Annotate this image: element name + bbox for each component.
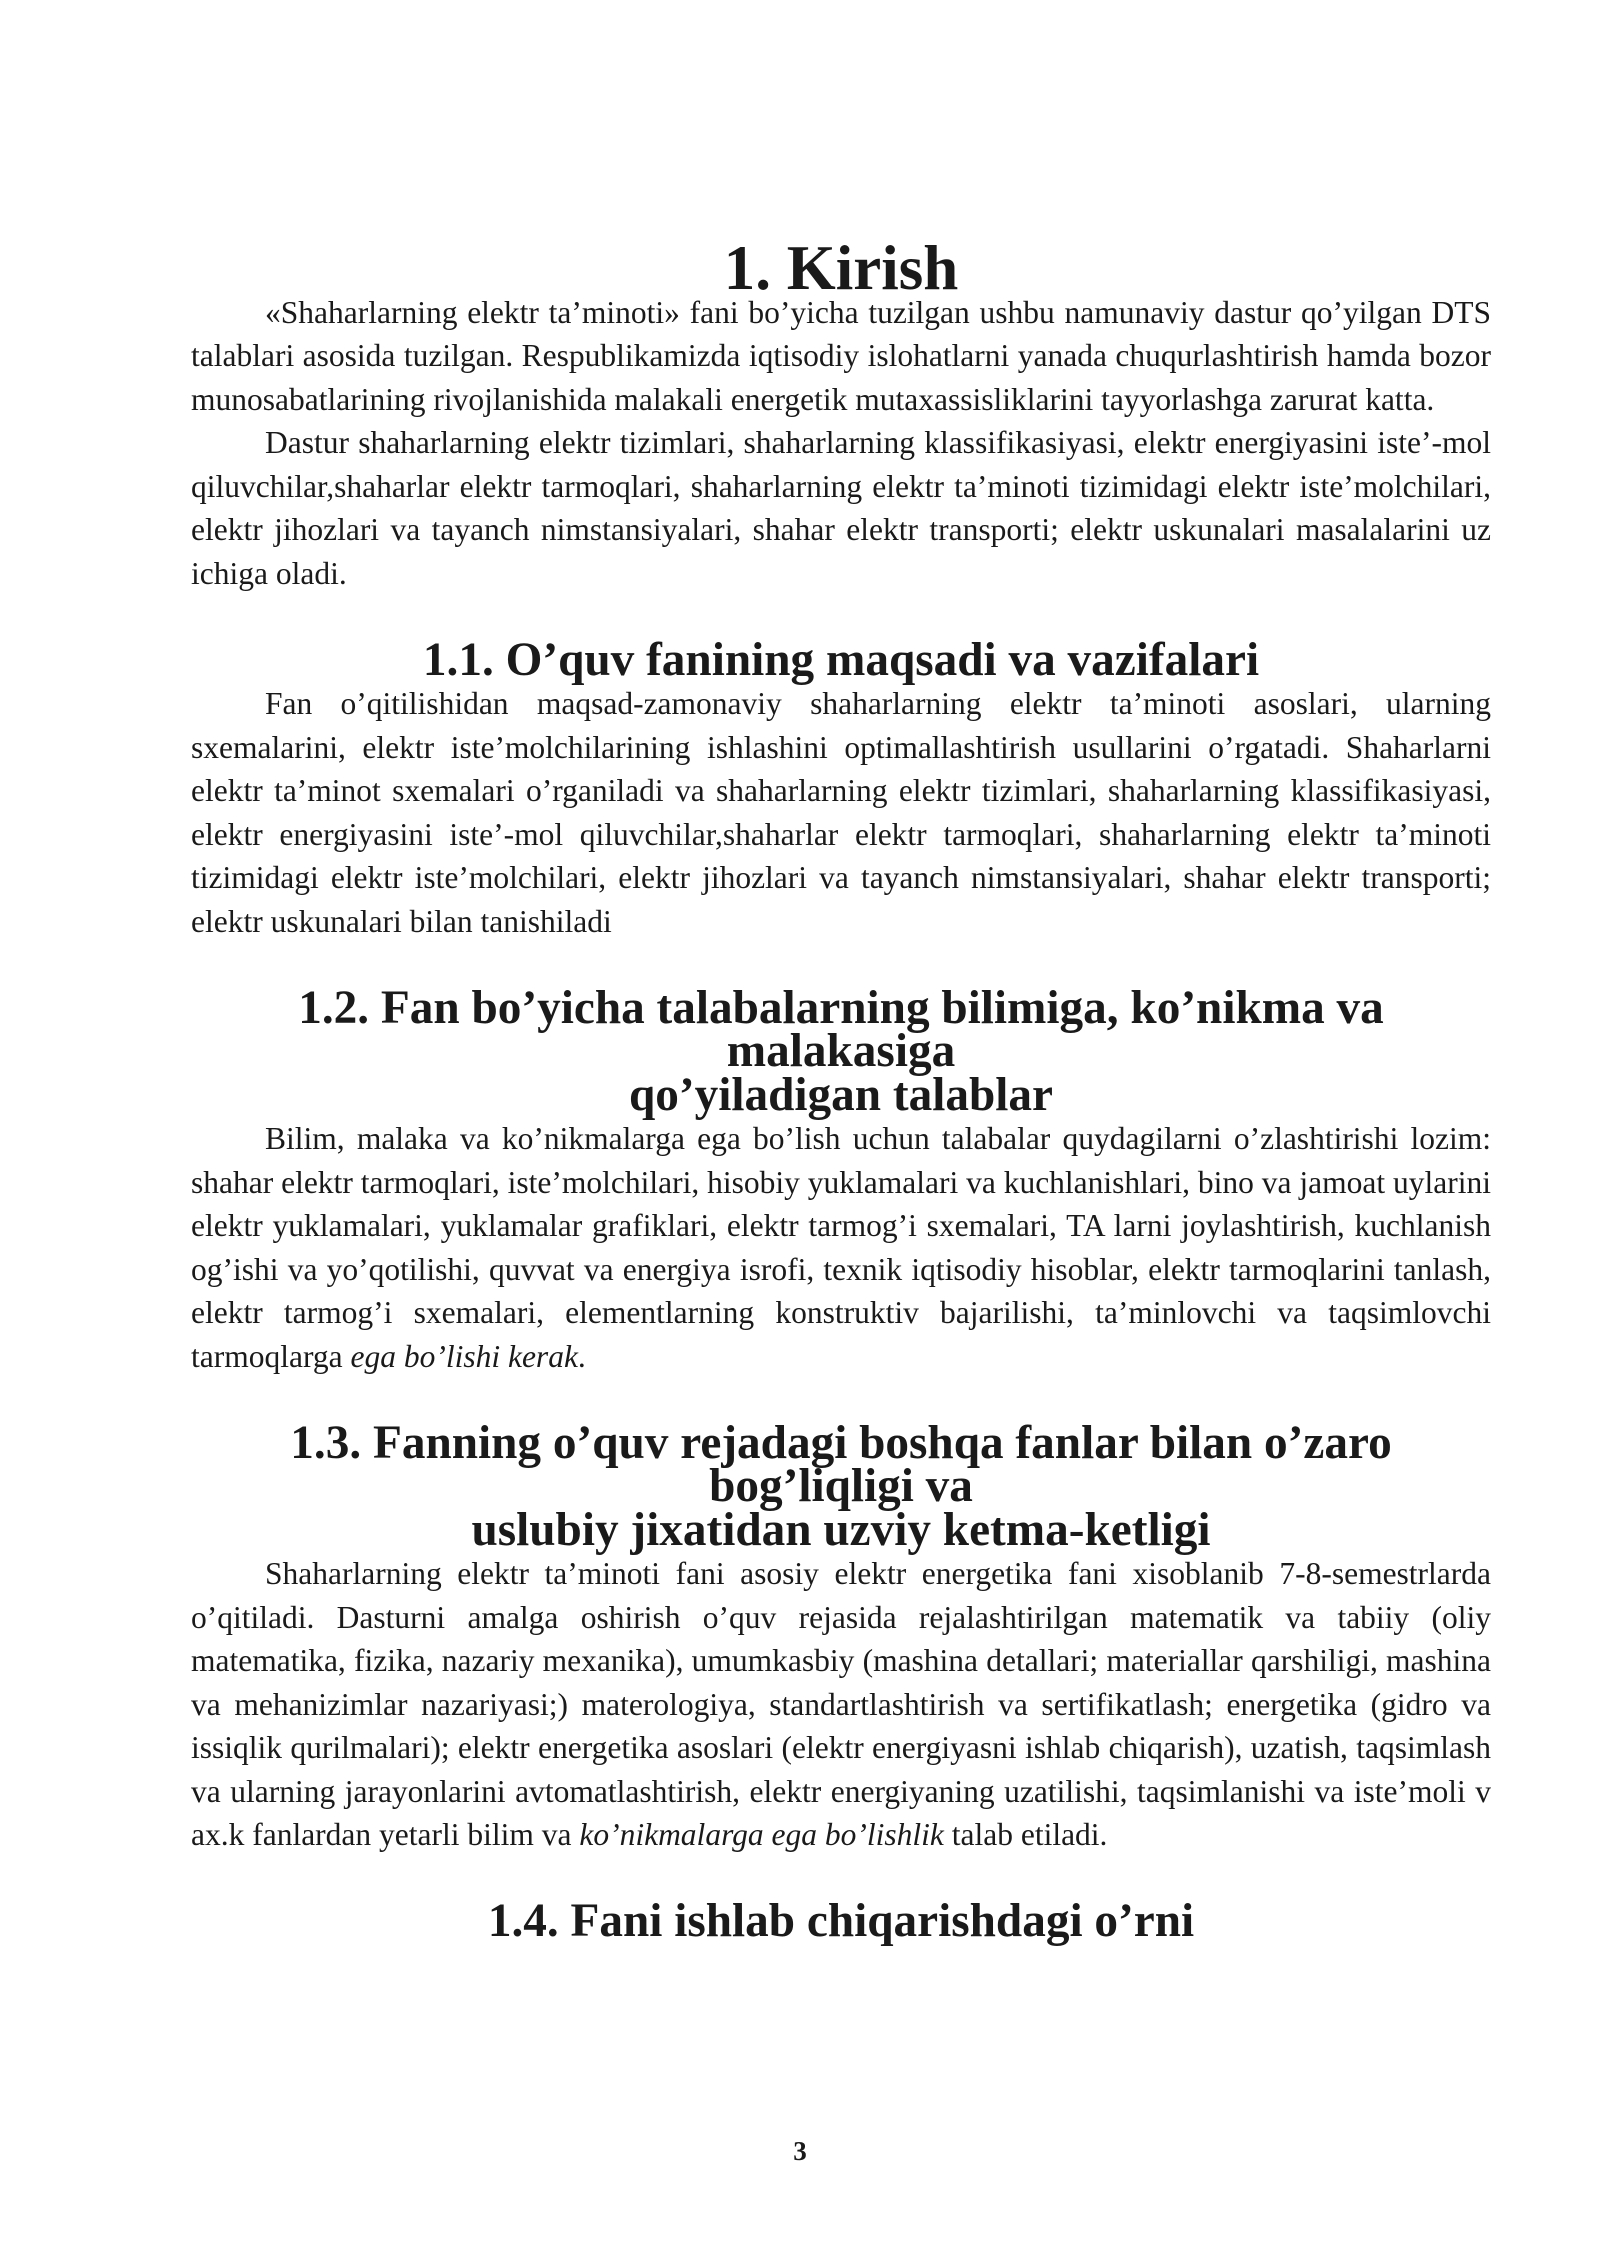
- paragraph: [191, 1552, 1491, 1857]
- paragraph: Fan o’qitilishidan maqsad-zamonaviy shaharlarning elektr ta’minoti asoslari, ularning sxemalarini, elektr iste’molchilarining ishlashini optimallashtirish usullarini o’rgatadi. Shaharlarni elektr ta’minot sxemalari o’rganiladi va shaharlarning elektr tizimlari, shaharlarning klassifikasiyasi, elektr energiyasini iste’-mol qiluvchilar,shaharlar elektr tarmoqlari, shaharlarning elektr ta’minoti tizimidagi elektr iste’molchilari, elektr jihozlari va tayanch nimstansiyalari, shahar elektr transporti; elektr uskunalari bilan tanishiladi: [191, 686, 1491, 939]
- paragraph-end: .: [577, 1338, 586, 1374]
- section-heading-kirish: 1. Kirish: [723, 233, 959, 303]
- section-spacer: [191, 1857, 1491, 1901]
- paragraph: [191, 1117, 1491, 1378]
- heading-line: uslubiy jixatidan uzviy ketma-ketligi: [471, 1503, 1211, 1556]
- paragraph-italic: ko’nikmalarga ega bo’lishlik: [579, 1817, 944, 1852]
- heading-line: 1.3. Fanning o’quv rejadagi boshqa fanlar bilan o’zaro bog’liqligi va: [290, 1416, 1392, 1512]
- section-heading-1-4: 1.4. Fani ishlab chiqarishdagi o’rni: [487, 1895, 1195, 1947]
- paragraph-italic: ega bo’lishi kerak: [350, 1338, 578, 1374]
- page-number: 3: [793, 2136, 807, 2166]
- heading-line: qo’yiladigan talablar: [628, 1068, 1053, 1121]
- paragraph-end: talab etiladi.: [943, 1817, 1108, 1852]
- section-spacer: [191, 943, 1491, 987]
- heading-line: 1.2. Fan bo’yicha talabalarning bilimiga, ko’nikma va malakasiga: [298, 981, 1384, 1077]
- section-heading-1-1: 1.1. O’quv fanining maqsadi va vazifalari: [422, 633, 1260, 686]
- document-page: [191, 233, 1491, 1947]
- section-spacer: [191, 595, 1491, 639]
- paragraph: «Shaharlarning elektr ta’minoti» fani bo’yicha tuzilgan ushbu namunaviy dastur qo’yilgan DTS talablari asosida tuzilgan. Respublikamizda iqtisodiy islohatlarni yanada chuqurlashtirish hamda bozor munosabatlarining rivojlanishida malakali energetik mutaxassisliklarini tayyorlashga zarurat katta.: [191, 294, 1491, 417]
- section-spacer: [191, 1378, 1491, 1422]
- paragraph-text: Bilim, malaka va ko’nikmalarga ega bo’lish uchun talabalar quydagilarni o’zlashtirishi lozim: shahar elektr tarmoqlari, iste’molchilari, hisobiy yuklamalari va kuchlanishlari, bino va jamoat uylarini elektr yuklamalari, yuklamalar grafiklari, elektr tarmog’i sxemalari, TA larni joylashtirish, kuchlanish og’ishi va yo’qotilishi, quvvat va energiya isrofi, texnik iqtisodiy hisoblar, elektr tarmoqlarini tanlash, elektr tarmog’i sxemalari, elementlarning konstruktiv bajarilishi, ta’minlovchi va taqsimlovchi tarmoqlarga: [191, 1121, 1491, 1374]
- paragraph-text: Shaharlarning elektr ta’minoti fani asosiy elektr energetika fani xisoblanib 7-8-semestrlarda o’qitiladi. Dasturni amalga oshirish o’quv rejasida rejalashtirilgan matematik va tabiiy (oliy matematika, fizika, nazariy mexanika), umumkasbiy (mashina detallari; materiallar qarshiligi, mashina va mehanizimlar nazariyasi;) materologiya, standartlashtirish va sertifikatlash; energetika (gidro va issiqlik qurilmalari); elektr energetika asoslari (elektr energiyasni ishlab chiqarish), uzatish, taqsimlash va ularning jarayonlarini avtomatlashtirish, elektr energiyaning uzatilishi, taqsimlanishi va iste’moli v ax.k fanlardan yetarli bilim va: [191, 1556, 1491, 1852]
- section-heading-1-3: [191, 1416, 1491, 1556]
- section-heading-1-2: [191, 981, 1491, 1121]
- paragraph: Dastur shaharlarning elektr tizimlari, shaharlarning klassifikasiyasi, elektr energiyasini iste’-mol qiluvchilar,shaharlar elektr tarmoqlari, shaharlarning elektr ta’minoti tizimidagi elektr iste’molchilari, elektr jihozlari va tayanch nimstansiyalari, shahar elektr transporti; elektr uskunalari masalalarini uz ichiga oladi.: [191, 425, 1491, 591]
